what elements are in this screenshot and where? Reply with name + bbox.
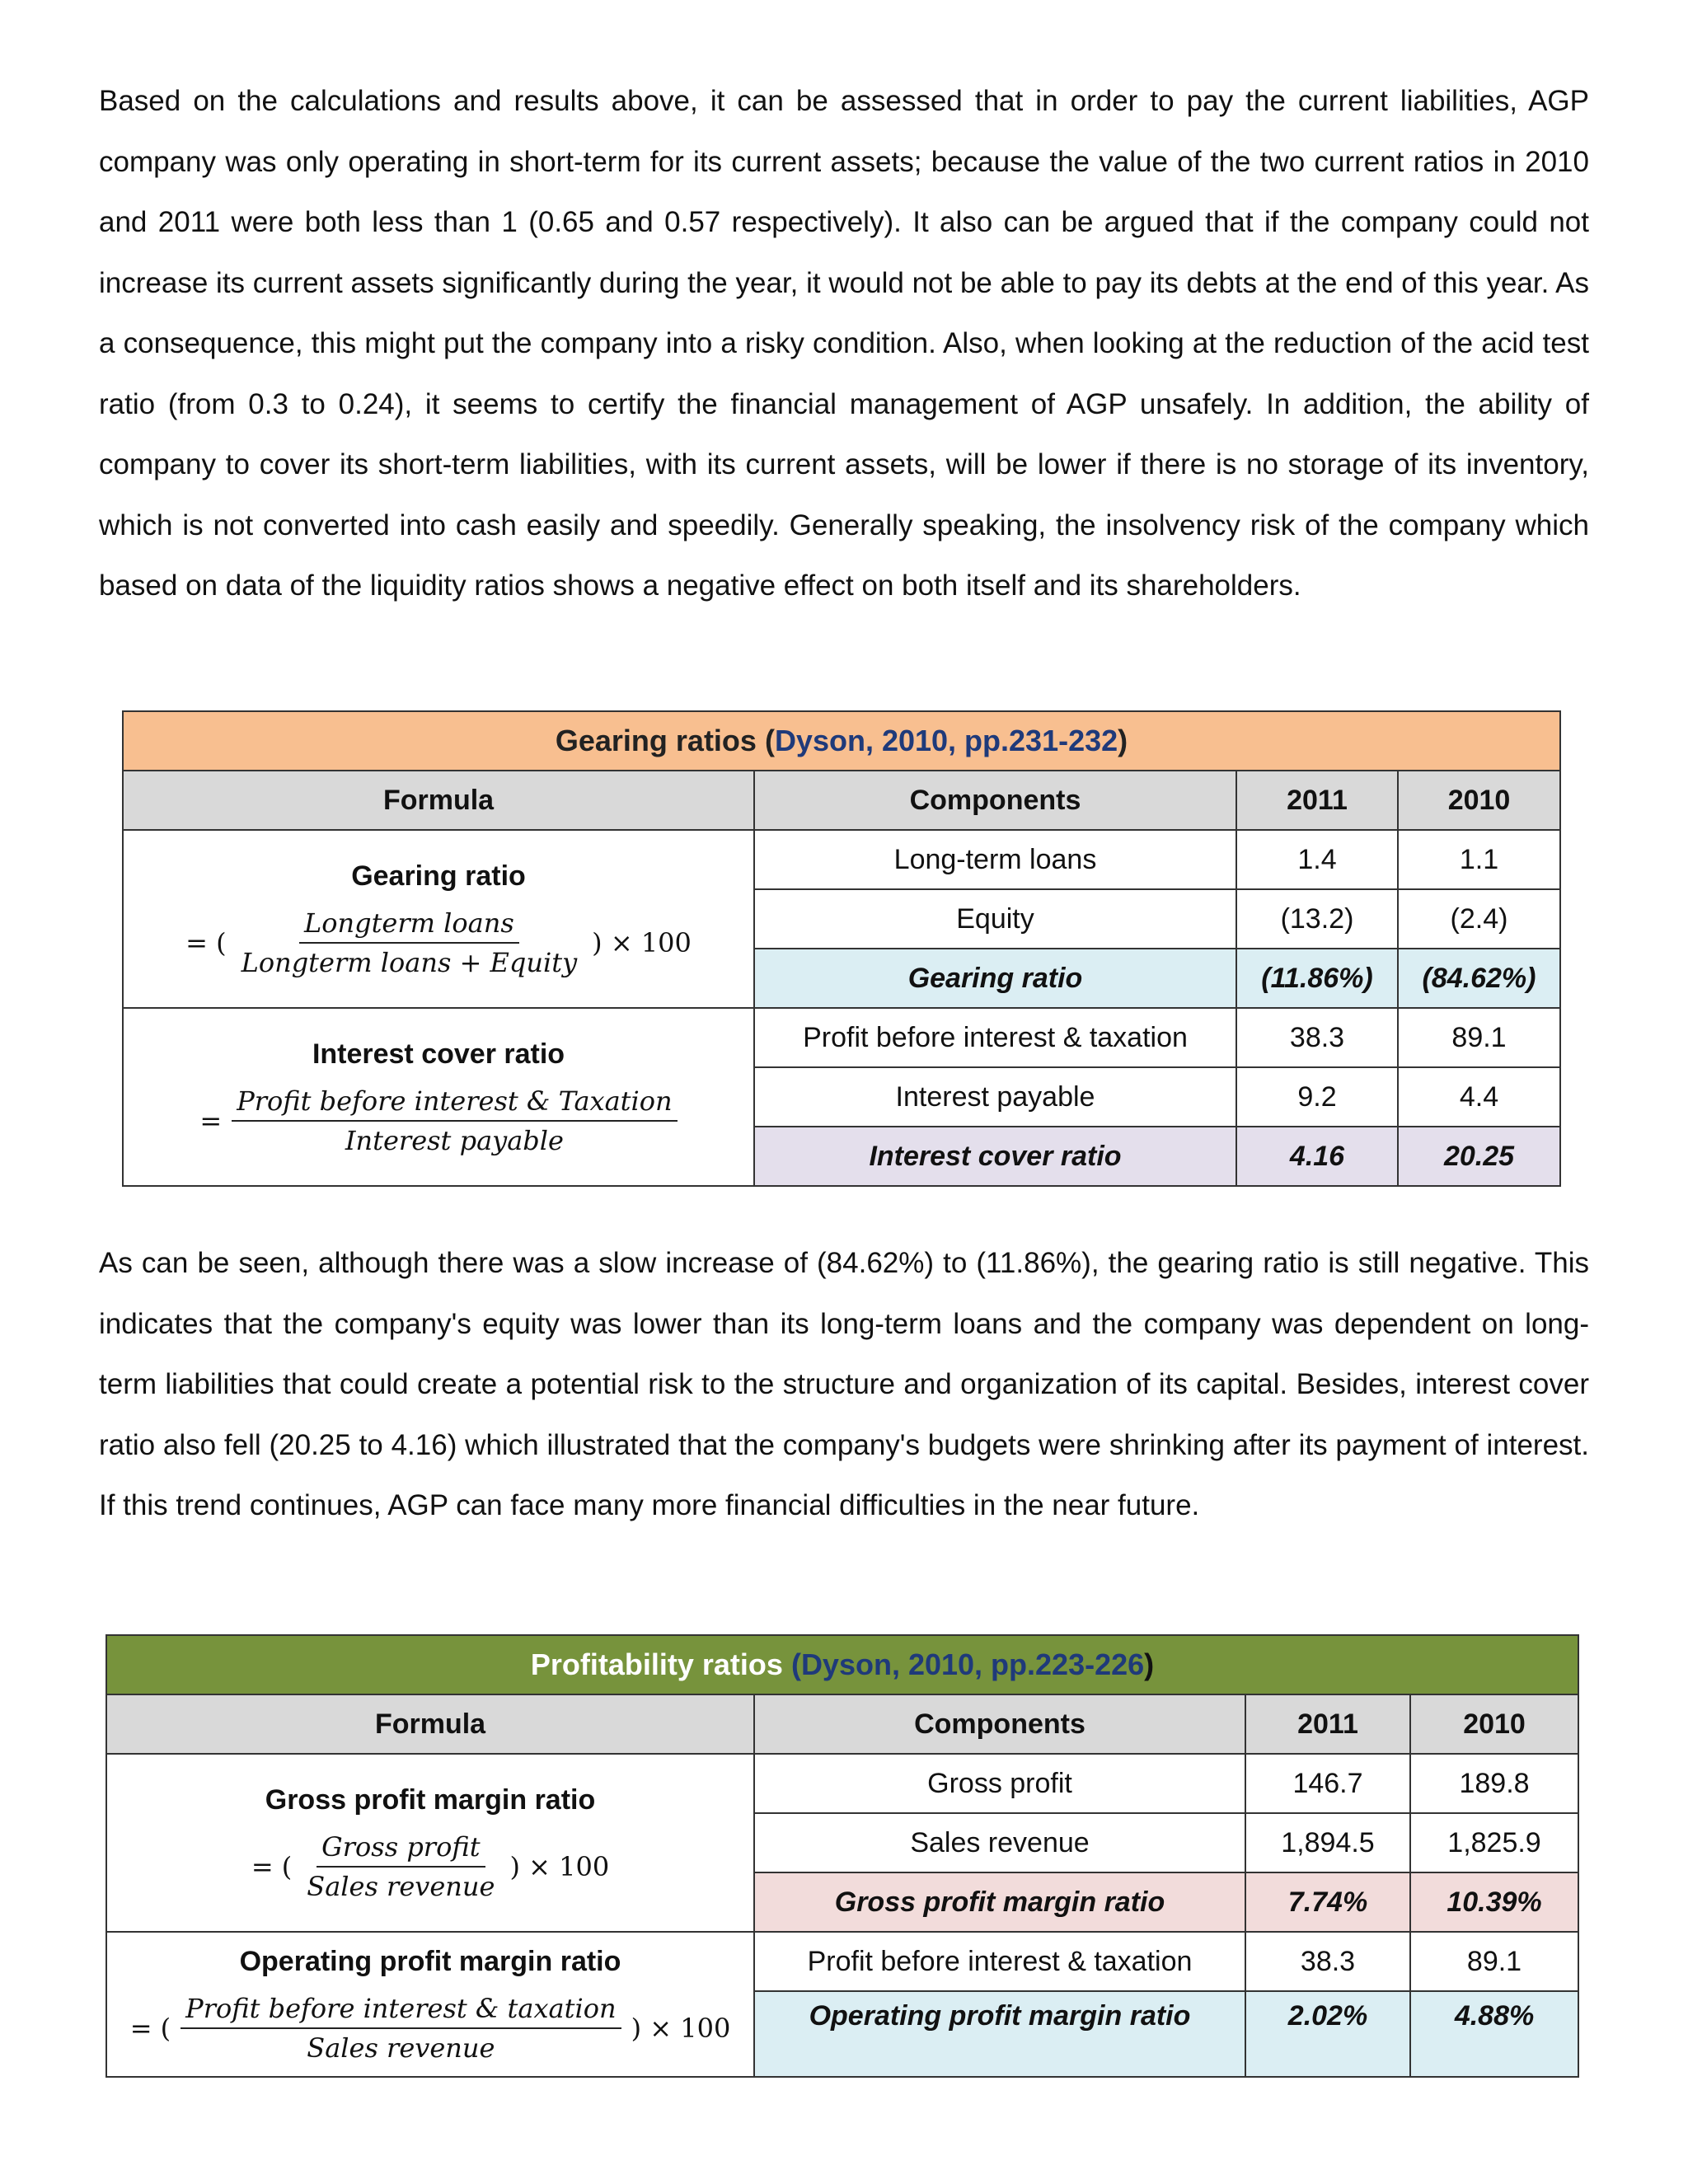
formula-denominator: Interest payable: [345, 1124, 564, 1156]
header-2011: 2011: [1236, 771, 1398, 830]
header-2010: 2010: [1410, 1694, 1578, 1754]
formula-name: Operating profit margin ratio: [239, 1945, 621, 1977]
header-formula: Formula: [123, 771, 754, 830]
gearing-ratio-formula: [123, 830, 754, 1008]
gearing-ratios-table: [122, 710, 1561, 1187]
value-2010: 4.4: [1398, 1067, 1560, 1127]
profitability-table-title: Profitability ratios (Dyson, 2010, pp.223-226): [106, 1635, 1578, 1694]
result-2011: (11.86%): [1236, 949, 1398, 1008]
formula-numerator: Profit before interest & taxation: [181, 1993, 621, 2029]
result-label: Gross profit margin ratio: [754, 1872, 1245, 1932]
header-components: Components: [754, 771, 1236, 830]
formula-numerator: Profit before interest & Taxation: [232, 1085, 677, 1122]
formula-equation: = ( $\frac{\text{Gross profit}}{\text{Sales revenue}}$ ) × 100: [251, 1830, 610, 1902]
value-2010: 1.1: [1398, 830, 1560, 889]
formula-name: Gross profit margin ratio: [265, 1783, 596, 1816]
table-header-row: [106, 1694, 1578, 1754]
component-cell: Profit before interest & taxation: [754, 1008, 1236, 1067]
value-2011: 9.2: [1236, 1067, 1398, 1127]
result-2011: 2.02%: [1245, 1991, 1410, 2077]
formula-numerator: Longterm loans: [299, 907, 519, 944]
component-cell: Interest payable: [754, 1067, 1236, 1127]
value-2011: 1,894.5: [1245, 1813, 1410, 1872]
header-formula: Formula: [106, 1694, 754, 1754]
result-2010: 4.88%: [1410, 1991, 1578, 2077]
value-2011: 38.3: [1236, 1008, 1398, 1067]
header-2010: 2010: [1398, 771, 1560, 830]
value-2011: 146.7: [1245, 1754, 1410, 1813]
analysis-paragraph-gearing: As can be seen, although there was a slow increase of (84.62%) to (11.86%), the gearing ratio is still negative. This indicates that the company's equity was lower than its long-term loans and the company was dependent on long-term liabilities that could create a potential risk to the structure and organization of its capital. Besides, interest cover ratio also fell (20.25 to 4.16) which illustrated that the company's budgets were shrinking after its payment of interest. If this trend continues, AGP can face many more financial difficulties in the near future.: [99, 1247, 1589, 1521]
formula-name: Gearing ratio: [351, 860, 526, 892]
formula-denominator: Sales revenue: [307, 1870, 495, 1902]
result-2010: 20.25: [1398, 1127, 1560, 1186]
result-2010: 10.39%: [1410, 1872, 1578, 1932]
formula-numerator: Gross profit: [316, 1831, 485, 1868]
table-title-row: [106, 1635, 1578, 1694]
value-2010: 89.1: [1410, 1932, 1578, 1991]
value-2010: 1,825.9: [1410, 1813, 1578, 1872]
citation: Dyson, 2010, pp.231-232: [774, 724, 1118, 757]
formula-denominator: Sales revenue: [307, 2032, 495, 2064]
header-components: Components: [754, 1694, 1245, 1754]
result-2010: (84.62%): [1398, 949, 1560, 1008]
formula-equation: = ( $\frac{\text{Profit before interest \& taxation}}{\text{Sales revenue}}$ ) × 100: [129, 1992, 731, 2064]
value-2011: 38.3: [1245, 1932, 1410, 1991]
table-row: [123, 1008, 1560, 1067]
interest-cover-formula: [123, 1008, 754, 1186]
gross-margin-formula: [106, 1754, 754, 1932]
citation: Dyson, 2010, pp.223-226: [800, 1647, 1145, 1681]
formula-equation: = ( $\frac{\text{Longterm loans}}{\text{Longterm loans + Equity}}$ ) × 100: [185, 907, 692, 978]
component-cell: Sales revenue: [754, 1813, 1245, 1872]
value-2010: (2.4): [1398, 889, 1560, 949]
value-2010: 89.1: [1398, 1008, 1560, 1067]
result-label: Interest cover ratio: [754, 1127, 1236, 1186]
formula-name: Interest cover ratio: [312, 1038, 565, 1070]
formula-equation: = $\frac{\text{Profit before interest \& Taxation}}{\text{Interest payable}}$: [195, 1085, 682, 1156]
component-cell: Profit before interest & taxation: [754, 1932, 1245, 1991]
value-2011: (13.2): [1236, 889, 1398, 949]
table-header-row: [123, 771, 1560, 830]
component-cell: Gross profit: [754, 1754, 1245, 1813]
result-label: Gearing ratio: [754, 949, 1236, 1008]
component-cell: Equity: [754, 889, 1236, 949]
table-title-row: [123, 711, 1560, 771]
component-cell: Long-term loans: [754, 830, 1236, 889]
header-2011: 2011: [1245, 1694, 1410, 1754]
formula-denominator: Longterm loans + Equity: [241, 946, 578, 978]
value-2011: 1.4: [1236, 830, 1398, 889]
profitability-ratios-table: [106, 1634, 1579, 2078]
result-label: Operating profit margin ratio: [754, 1991, 1245, 2077]
table-row: [123, 830, 1560, 889]
value-2010: 189.8: [1410, 1754, 1578, 1813]
table-row: [106, 1754, 1578, 1813]
table-row: [106, 1932, 1578, 1991]
operating-margin-formula: [106, 1932, 754, 2077]
result-2011: 4.16: [1236, 1127, 1398, 1186]
gearing-table-title: Gearing ratios (Dyson, 2010, pp.231-232): [123, 711, 1560, 771]
result-2011: 7.74%: [1245, 1872, 1410, 1932]
analysis-paragraph-liquidity: Based on the calculations and results above, it can be assessed that in order to pay the current liabilities, AGP company was only operating in short-term for its current assets; because the value of the two current ratios in 2010 and 2011 were both less than 1 (0.65 and 0.57 respectively). It also can be argued that if the company could not increase its current assets significantly during the year, it would not be able to pay its debts at the end of this year. As a consequence, this might put the company into a risky condition. Also, when looking at the reduction of the acid test ratio (from 0.3 to 0.24), it seems to certify the financial management of AGP unsafely. In addition, the ability of company to cover its short-term liabilities, with its current assets, will be lower if there is no storage of its inventory, which is not converted into cash easily and speedily. Generally speaking, the insolvency risk of the company which based on data of the liquidity ratios shows a negative effect on both itself and its shareholders.: [99, 85, 1589, 602]
